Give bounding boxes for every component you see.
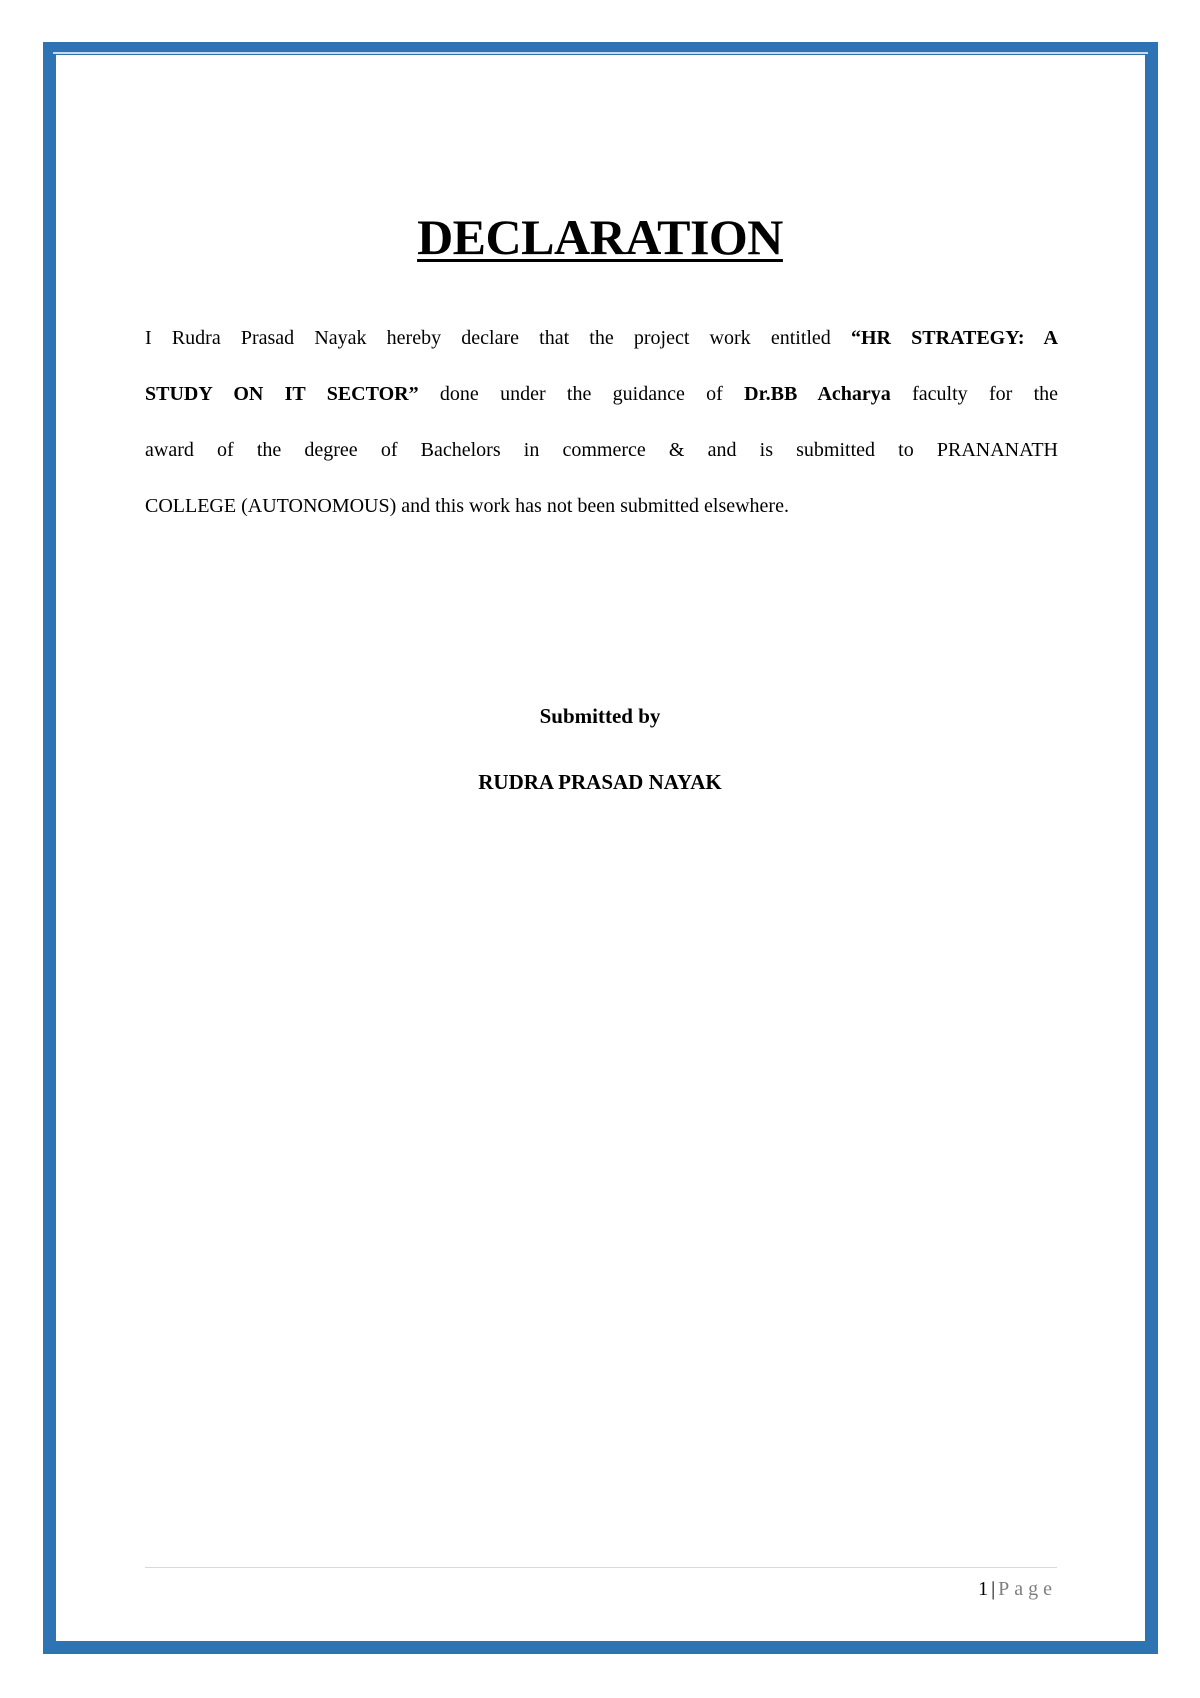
page-footer (978, 1578, 1057, 1601)
bold-text: “HR STRATEGY: A (850, 327, 1058, 349)
paragraph-line (145, 490, 1058, 546)
text: faculty for the (890, 383, 1058, 405)
page-border (43, 42, 1158, 1654)
title-text: DECLARATION (417, 209, 783, 265)
page-title (0, 208, 1200, 266)
text: award of the degree of Bachelors in commerce & and is submitted to PRANANATH (145, 439, 1058, 461)
paragraph-line (145, 434, 1058, 490)
submitter-name: RUDRA PRASAD NAYAK (478, 770, 722, 794)
page-number: 1 (978, 1578, 989, 1600)
page-border-inner-line (53, 52, 1148, 54)
declaration-paragraph (145, 322, 1058, 546)
footer-divider (145, 1567, 1057, 1568)
bold-text: Dr.BB Acharya (744, 383, 891, 405)
text: I Rudra Prasad Nayak hereby declare that the project work entitled (145, 327, 851, 349)
text: done under the guidance of (418, 383, 745, 405)
page-label: Page (998, 1578, 1057, 1600)
text: COLLEGE (AUTONOMOUS) and this work has not been submitted elsewhere. (145, 495, 789, 517)
paragraph-line (145, 322, 1058, 378)
bold-text: STUDY ON IT SECTOR” (145, 383, 419, 405)
footer-separator: | (991, 1578, 996, 1600)
submitted-by-label: Submitted by (539, 704, 661, 728)
paragraph-line (145, 378, 1058, 434)
